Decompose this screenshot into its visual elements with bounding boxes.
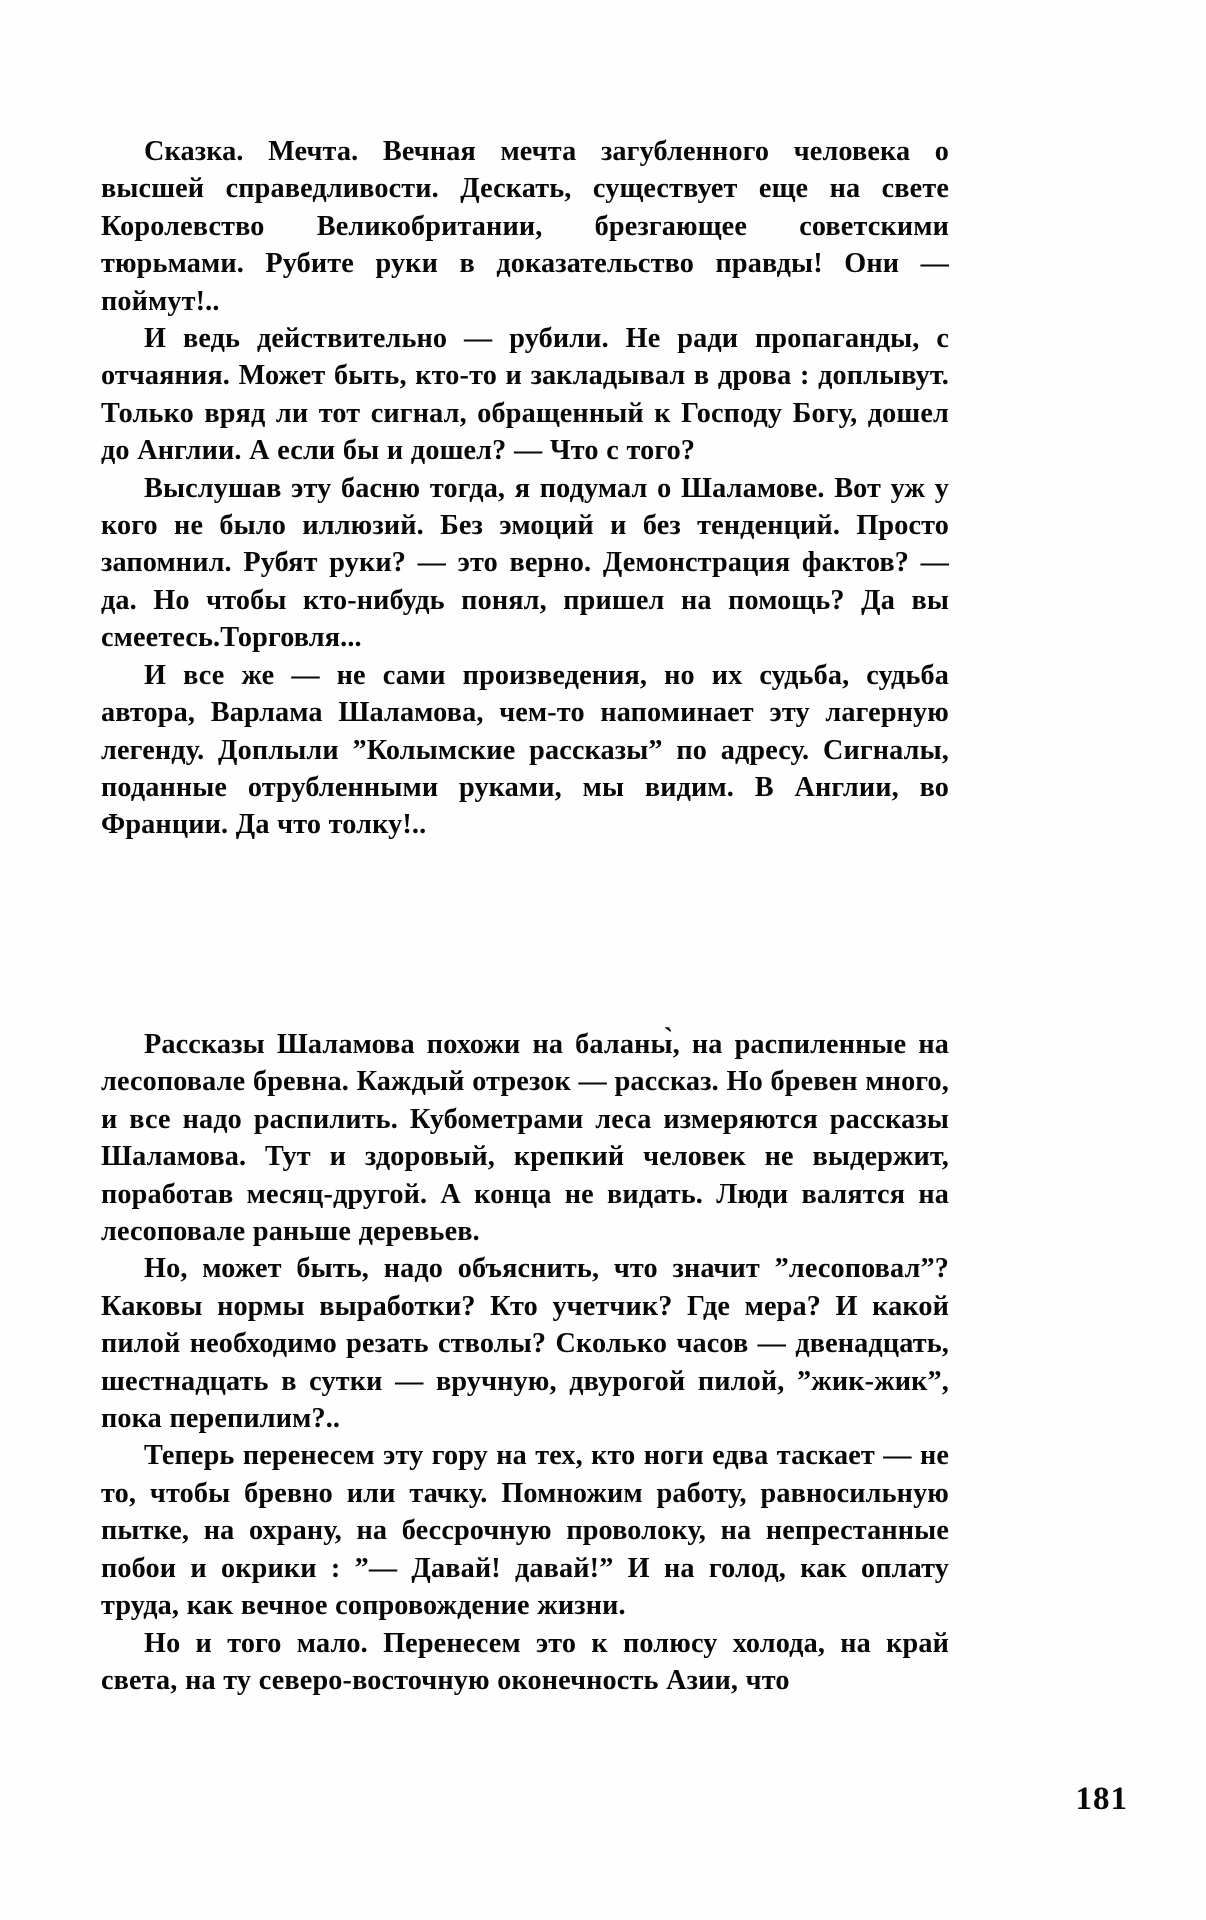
paragraph: Но и того мало. Перенесем это к полюсу холода, на край света, на ту северо-восточную оконечность Азии, что [101, 1627, 949, 1696]
paragraph: И ведь действительно — рубили. Не ради пропаганды, с отчаяния. Может быть, кто-то и закладывал в дрова : доплывут. Только вряд ли тот сигнал, обращенный к Господу Богу, дошел до Англии. А если бы и дошел? — Что с того? [101, 323, 949, 467]
paragraph: Рассказы Шаламова похожи на баланы̀, на распиленные на лесоповале бревна. Каждый отрезок — рассказ. Но бревен много, и все надо распилить. Кубометрами леса измеряются рассказы Шаламова. Тут и здоровый, крепкий человек не выдержит, поработав месяц-другой. А конца не видать. Люди валятся на лесоповале раньше деревьев. [101, 1029, 949, 1248]
paragraph: Сказка. Мечта. Вечная мечта загубленного человека о высшей справедливости. Дескать, существует еще на свете Королевство Великобритании, брезгающее советскими тюрьмами. Рубите руки в доказательство правды! Они — поймут!.. [101, 136, 949, 317]
paragraph: Но, может быть, надо объяснить, что значит ”лесоповал”? Каковы нормы выработки? Кто учетчик? Где мера? И какой пилой необходимо резать стволы? Сколько часов — двенадцать, шестнадцать в сутки — вручную, двурогой пилой, ”жик-жик”, пока перепилим?.. [101, 1253, 949, 1435]
paragraph: Теперь перенесем эту гору на тех, кто ноги едва таскает — не то, чтобы бревно или тачку. Помножим работу, равносильную пытке, на охрану, на бессрочную проволоку, на непрестанные побои и окрики : ”— Давай! давай!” И на голод, как оплату труда, как вечное сопровождение жизни. [101, 1440, 949, 1622]
text-column-lower [101, 1026, 949, 1699]
text-column-upper [101, 133, 949, 844]
paragraph: И все же — не сами произведения, но их судьба, судьба автора, Варлама Шаламова, чем-то напоминает эту лагерную легенду. Доплыли ”Колымские рассказы” по адресу. Сигналы, поданные отрубленными руками, мы видим. В Англии, во Франции. Да что толку!.. [101, 659, 949, 841]
page-number: 181 [1075, 1781, 1128, 1817]
paragraph: Выслушав эту басню тогда, я подумал о Шаламове. Вот уж у кого не было иллюзий. Без эмоций и без тенденций. Просто запомнил. Рубят руки? — это верно. Демонстрация фактов? — да. Но чтобы кто-нибудь понял, пришел на помощь? Да вы смеетесь.Торговля... [101, 472, 949, 654]
